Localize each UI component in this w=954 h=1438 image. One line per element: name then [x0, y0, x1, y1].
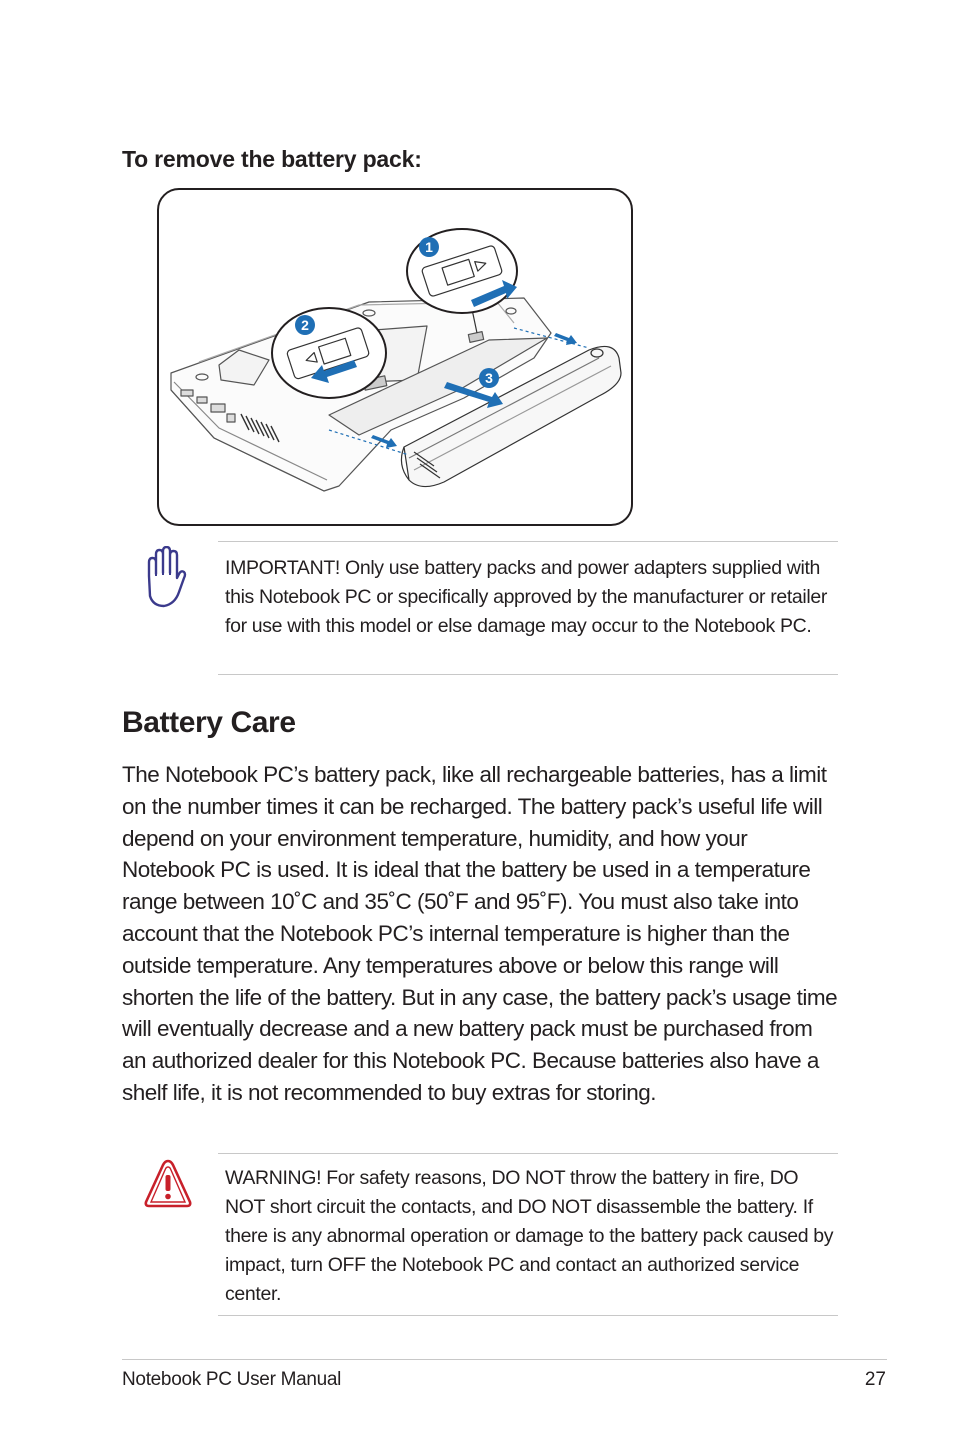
step-marker-2-label: 2: [301, 317, 309, 333]
page-number: 27: [864, 1369, 886, 1390]
step-marker-1: [419, 237, 439, 257]
battery-care-body: The Notebook PC’s battery pack, like all rechargeable batteries, has a limit on the number times it can be recharged. The battery pack’s useful life will depend on your environment temperature, humidity, and how your Notebook PC is used. It is ideal that the battery be used in a temperature range between 10˚C and 35˚C (50˚F and 95˚F). You must also take into account that the Notebook PC’s internal temperature is higher than the outside temperature. Any temperatures above or below this range will shorten the life of the battery. But in any case, the battery pack’s usage time will eventually decrease and a new battery pack must be purchased from an authorized dealer for this Notebook PC. Because batteries also have a shelf life, it is not recommended to buy extras for storing.: [122, 762, 838, 1105]
important-note: [218, 541, 838, 675]
battery-care-heading: Battery Care: [122, 706, 296, 739]
footer-manual-title: Notebook PC User Manual: [122, 1369, 342, 1390]
battery-removal-illustration: [157, 188, 633, 526]
important-note-text: IMPORTANT! Only use battery packs and power adapters supplied with this Notebook PC or specifically approved by the manufacturer or retailer for use with this model or else damage may occur to the Notebook PC.: [225, 557, 828, 637]
step-marker-1-label: 1: [425, 239, 433, 255]
raised-hand-icon: [141, 546, 187, 610]
section-subheading: To remove the battery pack:: [122, 146, 422, 172]
step-marker-3-label: 3: [485, 370, 493, 386]
step-marker-2: [295, 315, 315, 335]
warning-triangle-icon: [143, 1158, 193, 1210]
warning-note-text: WARNING! For safety reasons, DO NOT throw the battery in fire, DO NOT short circuit the contacts, and DO NOT disassemble the battery. If there is any abnormal operation or damage to the battery pack caused by impact, turn OFF the Notebook PC and contact an authorized service center.: [225, 1167, 834, 1305]
battery-removal-drawing: [159, 190, 631, 524]
step-marker-3: [479, 368, 499, 388]
warning-note: [218, 1153, 838, 1316]
footer-divider: [122, 1359, 887, 1360]
